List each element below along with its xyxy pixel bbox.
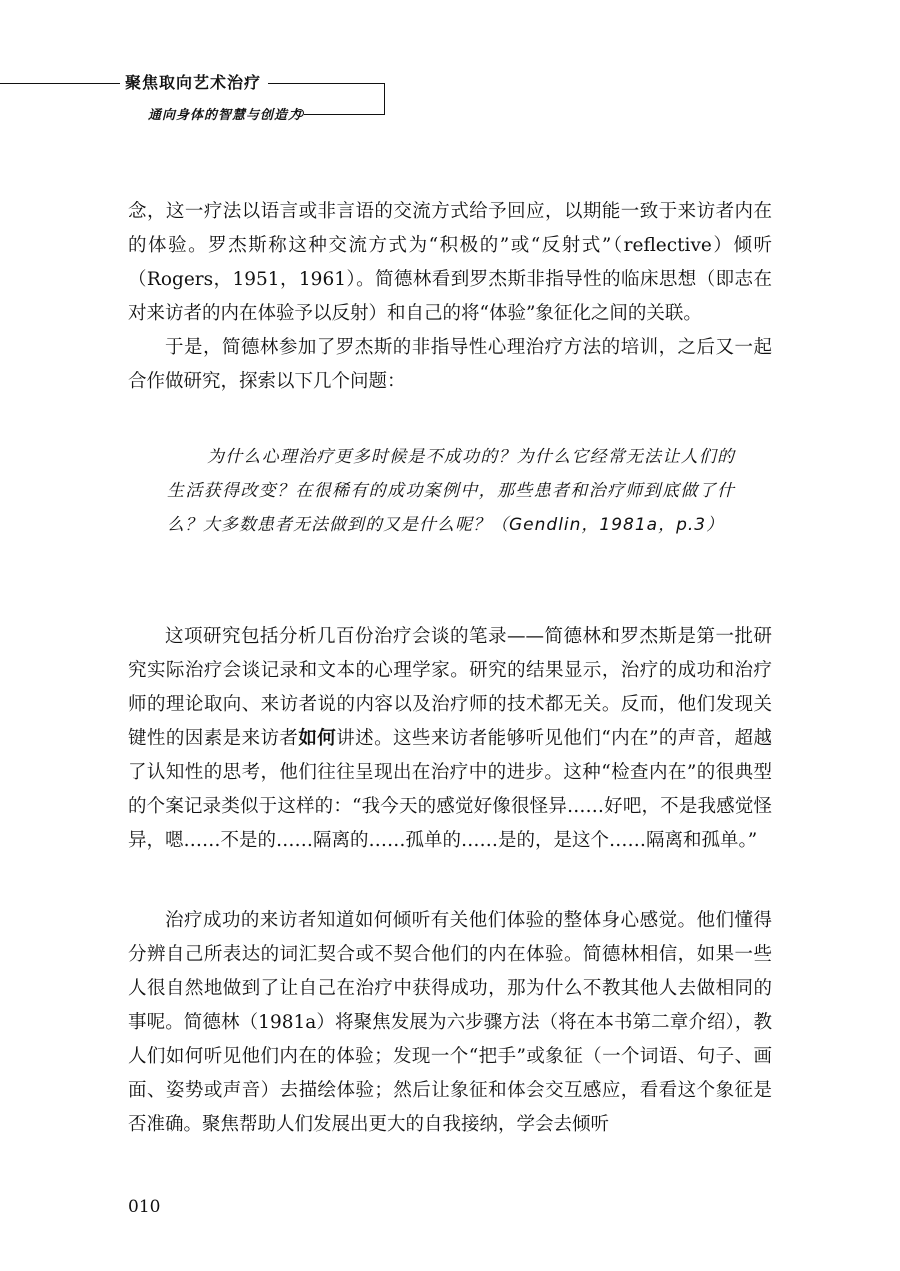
page-number: 010 <box>128 1197 161 1217</box>
body-paragraph-3 <box>128 620 772 858</box>
header-circle-ornament <box>296 109 304 117</box>
block-quote: 为什么心理治疗更多时候是不成功的？为什么它经常无法让人们的生活获得改变？在很稀有的成功案例中，那些患者和治疗师到底做了什么？大多数患者无法做到的又是什么呢？（Gendlin，1981a，p.3） <box>167 447 735 535</box>
header-rule-vertical <box>384 83 385 115</box>
paragraph-3-text-b: 讲述。这些来访者能够听见他们“内在”的声音，超越了认知性的思考，他们往往呈现出在治疗中的进步。这种“检查内在”的很典型的个案记录类似于这样的：“我今天的感觉好像很怪异……好吧，不是我感觉怪异，嗯……不是的……隔离的……孤单的……是的，是这个……隔离和孤单。” <box>128 728 772 851</box>
book-title: 聚焦取向艺术治疗 <box>125 73 262 92</box>
body-paragraph-4: 治疗成功的来访者知道如何倾听有关他们体验的整体身心感觉。他们懂得分辨自己所表达的词汇契合或不契合他们的内在体验。简德林相信，如果一些人很自然地做到了让自己在治疗中获得成功，那为什么不教其他人去做相同的事呢。简德林（1981a）将聚焦发展为六步骤方法（将在本书第二章介绍），教人们如何听见他们内在的体验；发现一个“把手”或象征（一个词语、句子、画面、姿势或声音）去描绘体验；然后让象征和体会交互感应，看看这个象征是否准确。聚焦帮助人们发展出更大的自我接纳，学会去倾听 <box>128 910 772 1135</box>
paragraph-3-text-a: 这项研究包括分析几百份治疗会谈的笔录——简德林和罗杰斯是第一批研究实际治疗会谈记录和文本的心理学家。研究的结果显示，治疗的成功和治疗师的理论取向、来访者说的内容以及治疗师的技术都无关。反而，他们发现关键性的因素是来访者 <box>128 626 772 749</box>
header-rule-left <box>0 83 120 84</box>
header-rule-right <box>268 83 385 84</box>
book-subtitle: 通向身体的智慧与创造力 <box>148 108 303 123</box>
header-rule-bottom <box>304 114 385 115</box>
body-paragraph-2: 于是，简德林参加了罗杰斯的非指导性心理治疗方法的培训，之后又一起合作做研究，探索以下几个问题： <box>128 337 772 392</box>
body-paragraph-1: 念，这一疗法以语言或非言语的交流方式给予回应，以期能一致于来访者内在的体验。罗杰斯称这种交流方式为“积极的”或“反射式”（reflective）倾听（Rogers，1951，1961）。简德林看到罗杰斯非指导性的临床思想（即志在对来访者的内在体验予以反射）和自己的将“体验”象征化之间的关联。 <box>128 201 772 324</box>
paragraph-3-emphasis: 如何 <box>298 728 337 749</box>
